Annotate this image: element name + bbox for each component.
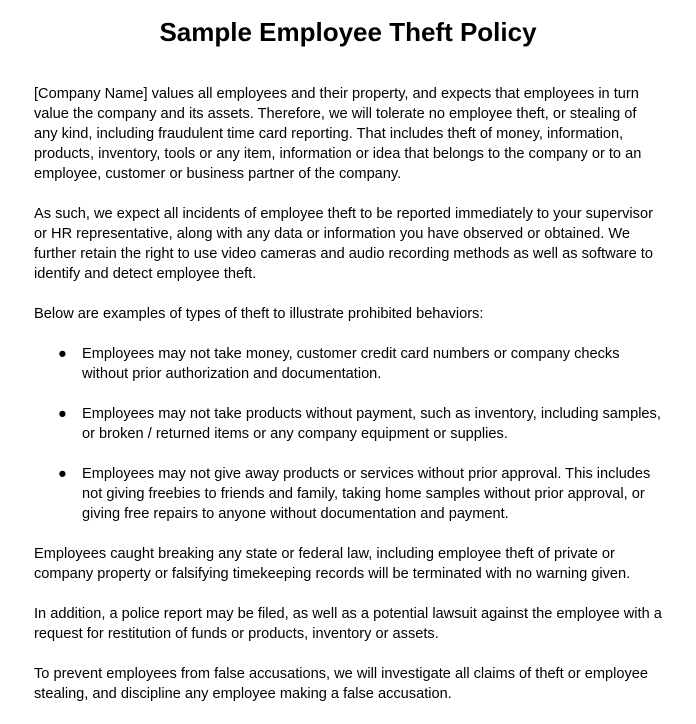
bullet-icon: ● bbox=[58, 466, 67, 482]
examples-list bbox=[34, 344, 662, 524]
paragraph-police: In addition, a police report may be filed, as well as a potential lawsuit against the employee with a request for restitution of funds or products, inventory or assets. bbox=[34, 606, 662, 642]
document-page bbox=[34, 14, 662, 724]
list-item bbox=[34, 344, 662, 384]
list-item-text: Employees may not give away products or services without prior approval. This includes not giving freebies to friends and family, taking home samples without prior approval, or giving free repairs to anyone without documentation and payment. bbox=[82, 466, 651, 522]
bullet-icon: ● bbox=[58, 406, 67, 422]
list-item-text: Employees may not take money, customer credit card numbers or company checks without prior authorization and documentation. bbox=[82, 346, 620, 382]
list-item bbox=[34, 464, 662, 524]
list-item-text: Employees may not take products without payment, such as inventory, including samples, or broken / returned items or any company equipment or supplies. bbox=[82, 406, 661, 442]
paragraph-reporting: As such, we expect all incidents of employee theft to be reported immediately to your supervisor or HR representative, along with any data or information you have observed or obtained. We further retain the right to use video cameras and audio recording methods as well as software to identify and detect employee theft. bbox=[34, 206, 653, 282]
paragraph-examples-intro: Below are examples of types of theft to illustrate prohibited behaviors: bbox=[34, 306, 484, 322]
page-title: Sample Employee Theft Policy bbox=[159, 17, 537, 47]
paragraph-false-accusations: To prevent employees from false accusations, we will investigate all claims of theft or employee stealing, and discipline any employee making a false accusation. bbox=[34, 666, 649, 702]
list-item bbox=[34, 404, 662, 444]
bullet-icon: ● bbox=[58, 346, 67, 362]
paragraph-law: Employees caught breaking any state or federal law, including employee theft of private or company property or falsifying timekeeping records will be terminated with no warning given. bbox=[34, 546, 631, 582]
document-body bbox=[34, 84, 662, 704]
paragraph-intro: [Company Name] values all employees and their property, and expects that employees in turn value the company and its assets. Therefore, we will tolerate no employee theft, or stealing of any kind, including fraudulent time card reporting. That includes theft of money, information, products, inventory, tools or any item, information or idea that belongs to the company or to an employee, customer or business partner of the company. bbox=[34, 86, 642, 182]
